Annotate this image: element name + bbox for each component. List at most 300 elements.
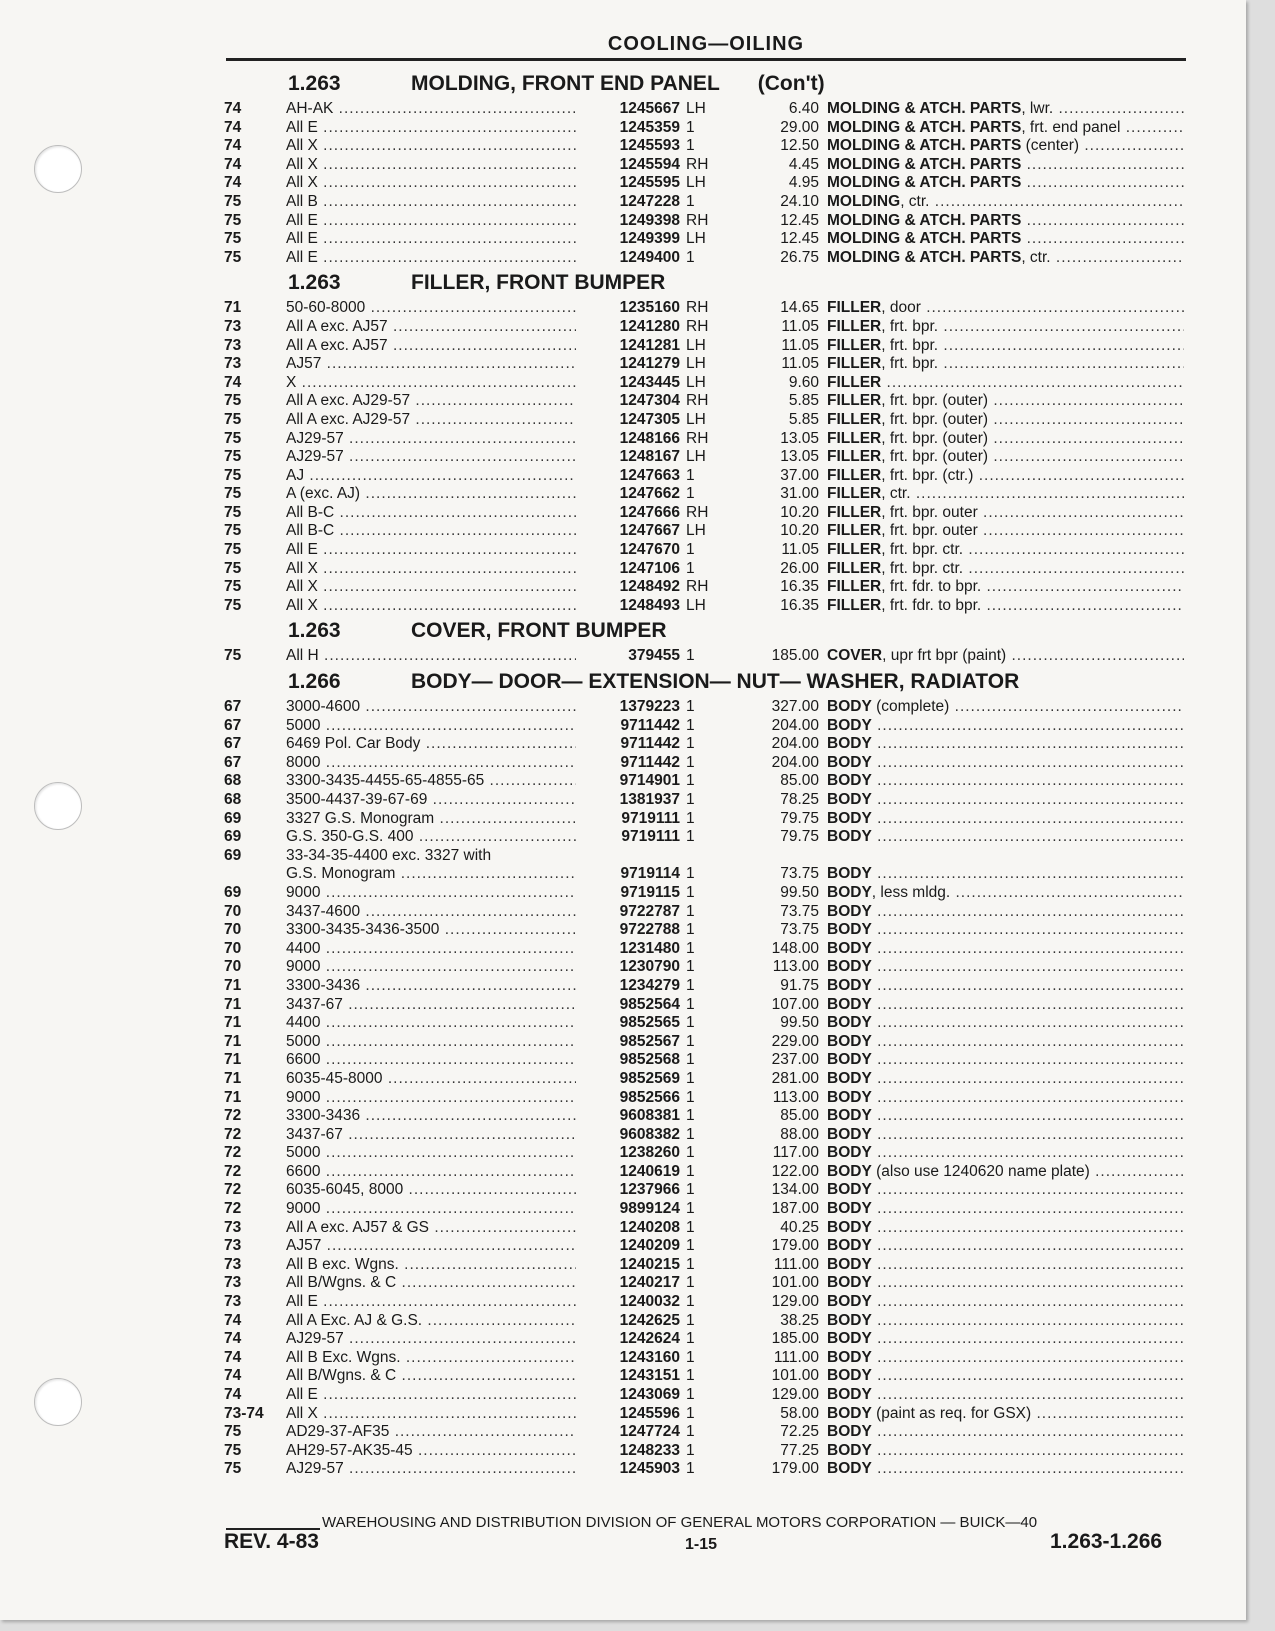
- model-applicability: All A exc. AJ29-57 .....: [286, 392, 576, 411]
- price: 14.65: [780, 299, 819, 317]
- header-rule: [226, 58, 1186, 61]
- quantity: 1: [686, 1293, 695, 1311]
- description-name: BODY: [827, 1293, 872, 1311]
- part-number: 9852569: [619, 1069, 680, 1087]
- description-name: MOLDING & ATCH. PARTS: [827, 137, 1022, 155]
- model-year: 72: [224, 1107, 242, 1125]
- price: 179.00: [771, 1460, 819, 1478]
- part-row: [224, 903, 1184, 922]
- part-description: [827, 467, 1184, 486]
- binder-hole: [34, 1378, 82, 1426]
- model-year: 73: [224, 1293, 242, 1311]
- part-description: [827, 541, 1184, 560]
- price: 101.00: [771, 1367, 819, 1385]
- part-number: 1241280: [619, 317, 680, 335]
- part-description: [827, 448, 1184, 467]
- description-name: BODY: [827, 809, 872, 827]
- part-row: [224, 810, 1184, 829]
- part-description: [827, 119, 1184, 138]
- part-description: [827, 958, 1184, 977]
- part-number: 1243151: [619, 1367, 680, 1385]
- description-name: MOLDING & ATCH. PARTS: [827, 174, 1022, 192]
- model-year: 70: [224, 939, 242, 957]
- model-year: 71: [224, 1032, 242, 1050]
- part-row: [224, 249, 1184, 268]
- description-name: BODY: [827, 1107, 872, 1125]
- model-applicability: All E .....: [286, 1386, 576, 1405]
- part-row: [224, 958, 1184, 977]
- description-name: BODY: [827, 1014, 872, 1032]
- price: 77.25: [780, 1441, 819, 1459]
- description-name: MOLDING & ATCH. PARTS: [827, 155, 1022, 173]
- part-description: [827, 1349, 1184, 1368]
- description-name: BODY: [827, 1218, 872, 1236]
- price: 10.20: [780, 503, 819, 521]
- price: 91.75: [780, 976, 819, 994]
- part-row: [224, 392, 1184, 411]
- price: 10.20: [780, 522, 819, 540]
- price: 26.00: [780, 559, 819, 577]
- price: 107.00: [771, 995, 819, 1013]
- price: 148.00: [771, 939, 819, 957]
- part-number: 379455: [628, 647, 680, 665]
- description-note: , frt. bpr. outer: [881, 503, 978, 521]
- price: 204.00: [771, 735, 819, 753]
- description-name: FILLER: [827, 373, 882, 391]
- description-name: MOLDING & ATCH. PARTS: [827, 248, 1022, 266]
- model-year: 75: [224, 392, 242, 410]
- model-year: 74: [224, 1311, 242, 1329]
- model-year: 74: [224, 137, 242, 155]
- quantity: 1: [686, 541, 695, 559]
- description-note: , frt. bpr.: [881, 355, 939, 373]
- model-year: 67: [224, 753, 242, 771]
- quantity: 1: [686, 753, 695, 771]
- part-row: [224, 1460, 1184, 1479]
- description-note: (center): [1021, 137, 1080, 155]
- part-description: [827, 522, 1184, 541]
- part-number: 9711442: [620, 753, 680, 771]
- part-description: [827, 977, 1184, 996]
- price: 134.00: [771, 1181, 819, 1199]
- part-number: 1247305: [619, 410, 680, 428]
- part-row: [224, 940, 1184, 959]
- description-name: BODY: [827, 772, 872, 790]
- model-applicability: AD29-37-AF35 .....: [286, 1423, 576, 1442]
- quantity: LH: [686, 410, 706, 428]
- description-name: MOLDING & ATCH. PARTS: [827, 211, 1022, 229]
- price: 11.05: [781, 355, 819, 373]
- part-description: [827, 1460, 1184, 1479]
- part-number: 1247662: [619, 485, 680, 503]
- part-number: 1240619: [619, 1162, 680, 1180]
- description-name: FILLER: [827, 522, 882, 540]
- price: 4.95: [788, 174, 819, 192]
- model-applicability: AJ57 .....: [286, 1237, 576, 1256]
- model-applicability: AJ29-57 .....: [286, 448, 576, 467]
- model-year: 71: [224, 995, 242, 1013]
- description-name: FILLER: [827, 503, 882, 521]
- part-row: [224, 865, 1184, 884]
- section-number: 1.263: [288, 271, 341, 295]
- section-title-text: BODY— DOOR— EXTENSION— NUT— WASHER, RADIATOR: [411, 670, 1020, 694]
- quantity: 1: [686, 921, 695, 939]
- part-row: [224, 996, 1184, 1015]
- part-description: [827, 1312, 1184, 1331]
- description-name: BODY: [827, 1181, 872, 1199]
- part-number: 9719115: [620, 883, 680, 901]
- part-description: [827, 865, 1184, 884]
- part-description: [827, 156, 1184, 175]
- model-applicability: All B/Wgns. & C .....: [286, 1367, 576, 1386]
- part-number: 9852568: [619, 1051, 680, 1069]
- model-applicability: AJ57 .....: [286, 355, 576, 374]
- part-description: [827, 1051, 1184, 1070]
- price: 79.75: [780, 809, 819, 827]
- section-title: [411, 666, 1019, 698]
- page-header-title: COOLING—OILING: [607, 33, 805, 55]
- quantity: 1: [686, 1218, 695, 1236]
- model-year: 75: [224, 578, 242, 596]
- model-year: 67: [224, 716, 242, 734]
- quantity: 1: [686, 647, 695, 665]
- price: 79.75: [780, 828, 819, 846]
- model-year: 72: [224, 1181, 242, 1199]
- model-applicability: All X .....: [286, 174, 576, 193]
- description-name: BODY: [827, 1144, 872, 1162]
- part-row: [224, 230, 1184, 249]
- description-name: FILLER: [827, 299, 882, 317]
- part-number: 1247724: [619, 1423, 680, 1441]
- description-name: BODY: [827, 1386, 872, 1403]
- model-applicability: All X .....: [286, 137, 576, 156]
- price: 129.00: [771, 1293, 819, 1311]
- section-heading: [224, 68, 1184, 100]
- part-number: 9711442: [620, 735, 680, 753]
- quantity: 1: [686, 1051, 695, 1069]
- part-number: 1243160: [619, 1348, 680, 1366]
- part-description: [827, 1107, 1184, 1126]
- model-applicability: 50-60-8000 .....: [286, 299, 576, 318]
- model-applicability: 4400 .....: [286, 940, 576, 959]
- price: 179.00: [771, 1237, 819, 1255]
- model-applicability: All B/Wgns. & C .....: [286, 1274, 576, 1293]
- price: 129.00: [771, 1386, 819, 1403]
- model-year: 75: [224, 485, 242, 503]
- part-number: 9719114: [620, 865, 680, 883]
- model-year: 75: [224, 1423, 242, 1441]
- quantity: RH: [686, 211, 709, 229]
- price: 204.00: [771, 716, 819, 734]
- part-number: 1248166: [619, 429, 680, 447]
- quantity: 1: [686, 716, 695, 734]
- quantity: RH: [686, 503, 709, 521]
- description-note: , frt. bpr. outer: [881, 522, 978, 540]
- model-applicability: 9000 .....: [286, 884, 576, 903]
- model-year: 75: [224, 211, 242, 229]
- model-applicability: G.S. 350-G.S. 400 .....: [286, 828, 576, 847]
- part-row: [224, 374, 1184, 393]
- description-name: BODY: [827, 1200, 872, 1218]
- part-row: [224, 735, 1184, 754]
- part-number: 9852564: [619, 995, 680, 1013]
- binder-hole: [34, 145, 82, 193]
- model-year: 74: [224, 174, 242, 192]
- quantity: 1: [686, 1367, 695, 1385]
- price: 85.00: [780, 1107, 819, 1125]
- part-row: [224, 1144, 1184, 1163]
- part-row: [224, 1367, 1184, 1386]
- part-description: [827, 1367, 1184, 1386]
- price: 16.35: [780, 578, 819, 596]
- model-applicability: All X .....: [286, 560, 576, 579]
- model-applicability: All X .....: [286, 1405, 576, 1424]
- quantity: 1: [686, 1311, 695, 1329]
- model-year: 72: [224, 1144, 242, 1162]
- model-applicability: 3300-3435-3436-3500 .....: [286, 921, 576, 940]
- description-name: BODY: [827, 716, 872, 734]
- part-row: [224, 921, 1184, 940]
- quantity: 1: [686, 865, 695, 883]
- description-note: , lwr.: [1021, 100, 1054, 117]
- part-description: [827, 810, 1184, 829]
- price: 11.05: [781, 336, 819, 354]
- quantity: 1: [686, 791, 695, 808]
- section-heading: [224, 267, 1184, 299]
- model-year: 67: [224, 735, 242, 753]
- part-description: [827, 940, 1184, 959]
- part-row: [224, 522, 1184, 541]
- part-description: [827, 318, 1184, 337]
- part-description: [827, 392, 1184, 411]
- model-applicability: AJ29-57 .....: [286, 1330, 576, 1349]
- description-note: (complete): [871, 698, 950, 716]
- price: 185.00: [771, 1330, 819, 1348]
- description-name: MOLDING & ATCH. PARTS: [827, 118, 1022, 136]
- part-row: [224, 318, 1184, 337]
- part-row: [224, 1107, 1184, 1126]
- quantity: 1: [686, 1069, 695, 1087]
- model-applicability: All E .....: [286, 230, 576, 249]
- part-number: 9722787: [619, 902, 680, 920]
- model-year: 68: [224, 791, 242, 808]
- price: 78.25: [780, 791, 819, 808]
- description-name: BODY: [827, 1404, 872, 1422]
- price: 73.75: [780, 921, 819, 939]
- part-description: [827, 174, 1184, 193]
- part-description: [827, 1014, 1184, 1033]
- model-applicability: 3300-3436 .....: [286, 977, 576, 996]
- price: 327.00: [771, 698, 819, 716]
- quantity: 1: [686, 1237, 695, 1255]
- quantity: LH: [686, 230, 706, 248]
- description-name: MOLDING & ATCH. PARTS: [827, 100, 1022, 117]
- part-row: [224, 1349, 1184, 1368]
- price: 229.00: [771, 1032, 819, 1050]
- quantity: RH: [686, 429, 709, 447]
- quantity: LH: [686, 355, 706, 373]
- parts-listing: [224, 68, 1184, 1479]
- part-row: [224, 828, 1184, 847]
- section-title: [411, 68, 825, 100]
- quantity: 1: [686, 1162, 695, 1180]
- description-name: MOLDING: [827, 192, 901, 210]
- price: 204.00: [771, 753, 819, 771]
- description-name: FILLER: [827, 317, 882, 335]
- part-number: 1238260: [619, 1144, 680, 1162]
- part-row: [224, 1293, 1184, 1312]
- part-description: [827, 337, 1184, 356]
- section-title: [411, 267, 665, 299]
- part-description: [827, 1442, 1184, 1461]
- model-applicability: All B Exc. Wgns. .....: [286, 1349, 576, 1368]
- part-description: [827, 1256, 1184, 1275]
- model-year: 74: [224, 373, 242, 391]
- price: 38.25: [780, 1311, 819, 1329]
- part-row: [224, 1200, 1184, 1219]
- quantity: 1: [686, 828, 695, 846]
- model-applicability: All E .....: [286, 212, 576, 231]
- price: 122.00: [771, 1162, 819, 1180]
- price: 185.00: [771, 647, 819, 665]
- quantity: 1: [686, 192, 695, 210]
- description-note: , frt. bpr.: [881, 317, 939, 335]
- part-row: [224, 485, 1184, 504]
- part-number: 1242624: [619, 1330, 680, 1348]
- quantity: 1: [686, 1014, 695, 1032]
- description-note: , frt. bpr. (outer): [881, 429, 989, 447]
- price: 281.00: [771, 1069, 819, 1087]
- model-applicability: All X .....: [286, 156, 576, 175]
- part-description: [827, 504, 1184, 523]
- description-note: (paint as req. for GSX): [871, 1404, 1032, 1422]
- part-description: [827, 137, 1184, 156]
- part-number: 1237966: [619, 1181, 680, 1199]
- footer-publisher: WAREHOUSING AND DISTRIBUTION DIVISION OF GENERAL MOTORS CORPORATION — BUICK—40: [320, 1514, 1204, 1531]
- price: 72.25: [780, 1423, 819, 1441]
- price: 11.05: [781, 541, 819, 559]
- description-name: BODY: [827, 902, 872, 920]
- model-applicability: X .....: [286, 374, 576, 393]
- price: 40.25: [780, 1218, 819, 1236]
- description-name: BODY: [827, 976, 872, 994]
- part-description: [827, 1219, 1184, 1238]
- quantity: 1: [686, 1274, 695, 1292]
- description-name: BODY: [827, 735, 872, 753]
- part-row: [224, 597, 1184, 616]
- price: 99.50: [780, 1014, 819, 1032]
- quantity: 1: [686, 1441, 695, 1459]
- part-number: 9719111: [621, 828, 680, 846]
- part-row: [224, 1014, 1184, 1033]
- model-applicability: AJ .....: [286, 467, 576, 486]
- part-number: 1241281: [619, 336, 680, 354]
- description-note: , frt. bpr. (outer): [881, 448, 989, 466]
- part-number: 1248493: [619, 596, 680, 614]
- model-year: 74: [224, 155, 242, 173]
- model-applicability: All A exc. AJ29-57 .....: [286, 411, 576, 430]
- part-number: 9722788: [619, 921, 680, 939]
- section-title: [411, 615, 667, 647]
- model-year: 71: [224, 1014, 242, 1032]
- part-description: [827, 1181, 1184, 1200]
- quantity: LH: [686, 174, 706, 192]
- description-note: , ctr.: [900, 192, 930, 210]
- part-description: [827, 1237, 1184, 1256]
- quantity: 1: [686, 995, 695, 1013]
- part-description: [827, 597, 1184, 616]
- model-applicability: All E .....: [286, 249, 576, 268]
- price: 12.45: [780, 230, 819, 248]
- description-name: BODY: [827, 791, 872, 808]
- model-applicability: 6600 .....: [286, 1051, 576, 1070]
- quantity: 1: [686, 118, 695, 136]
- part-row: [224, 467, 1184, 486]
- part-number: 1245596: [619, 1404, 680, 1422]
- part-description: [827, 1330, 1184, 1349]
- description-note: , less mldg.: [871, 883, 951, 901]
- part-description: [827, 1033, 1184, 1052]
- model-applicability: 33-34-35-4400 exc. 3327 with: [286, 846, 492, 864]
- description-name: BODY: [827, 828, 872, 846]
- quantity: 1: [686, 1181, 695, 1199]
- part-row: [224, 1330, 1184, 1349]
- part-description: [827, 374, 1184, 393]
- model-year: 75: [224, 429, 242, 447]
- quantity: 1: [686, 1125, 695, 1143]
- quantity: RH: [686, 578, 709, 596]
- part-row: [224, 977, 1184, 996]
- description-note: (also use 1240620 name plate): [871, 1162, 1090, 1180]
- quantity: 1: [686, 1460, 695, 1478]
- description-note: , frt. end panel: [1021, 118, 1121, 136]
- description-name: BODY: [827, 1088, 872, 1106]
- part-number: 1245594: [619, 155, 680, 173]
- model-applicability: AJ29-57 .....: [286, 430, 576, 449]
- part-description: [827, 230, 1184, 249]
- model-applicability: AH-AK .....: [286, 100, 576, 119]
- quantity: 1: [686, 1386, 695, 1403]
- description-name: FILLER: [827, 485, 882, 503]
- model-year: 75: [224, 410, 242, 428]
- quantity: LH: [686, 336, 706, 354]
- part-number: 1247304: [619, 392, 680, 410]
- description-note: , frt. bpr. ctr.: [881, 559, 964, 577]
- description-name: BODY: [827, 1348, 872, 1366]
- part-number: 1248492: [619, 578, 680, 596]
- model-year: 73-74: [224, 1404, 264, 1422]
- model-applicability: All E .....: [286, 1293, 576, 1312]
- part-row: [224, 578, 1184, 597]
- part-description: [827, 1126, 1184, 1145]
- part-row: [224, 1070, 1184, 1089]
- model-year: 74: [224, 100, 242, 117]
- part-description: [827, 921, 1184, 940]
- model-year: 74: [224, 1386, 242, 1403]
- part-row: [224, 299, 1184, 318]
- part-description: [827, 791, 1184, 810]
- model-applicability: All A exc. AJ57 .....: [286, 337, 576, 356]
- model-year: 74: [224, 1330, 242, 1348]
- model-year: 73: [224, 1218, 242, 1236]
- part-description: [827, 717, 1184, 736]
- model-applicability: 3437-67 .....: [286, 1126, 576, 1145]
- page-number: 1-15: [685, 1536, 718, 1553]
- model-year: 73: [224, 1274, 242, 1292]
- model-applicability: 9000 .....: [286, 1089, 576, 1108]
- part-row: [224, 355, 1184, 374]
- model-year: 71: [224, 1051, 242, 1069]
